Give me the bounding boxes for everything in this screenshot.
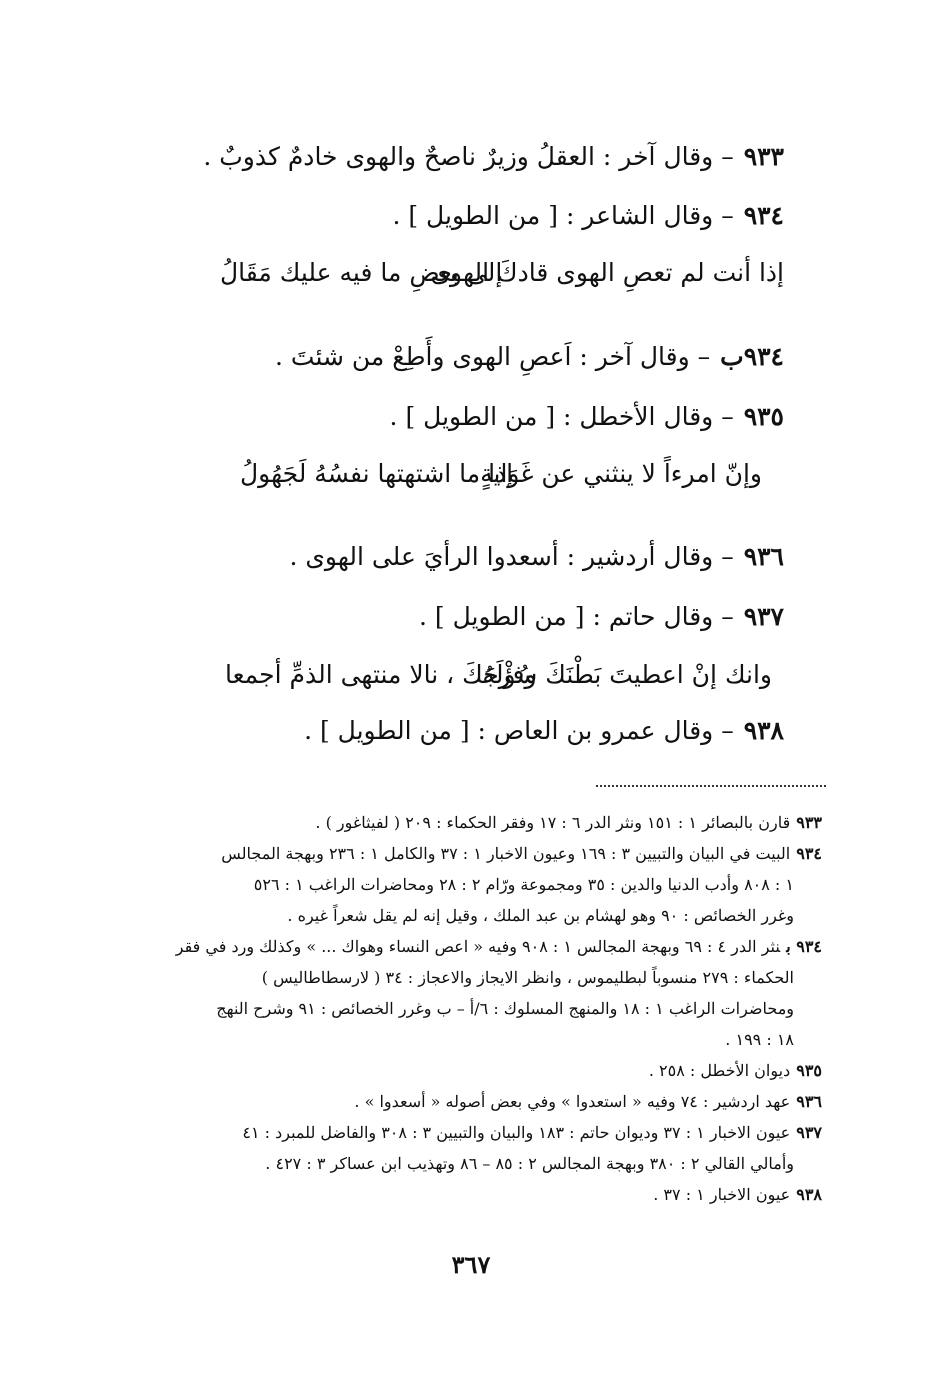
footnote-line: الحكماء : ٢٧٩ منسوباً لبطليموس ، وانظر الايجاز والاعجاز : ٣٤ ( لارسطاطاليس )	[261, 968, 794, 987]
entry-text: – وقال الشاعر : [ من الطويل ] .	[392, 201, 734, 230]
verse-hemistich-1: وإنّ امرءاً لا ينثني عن غَوَايةٍ	[480, 459, 762, 488]
entry-text: – وقال آخر : العقلُ وزيرٌ ناصحٌ والهوى خادمٌ كذوبٌ .	[203, 142, 734, 171]
entry-933	[150, 140, 784, 174]
verse-hemistich-2: وفرجَكَ ، نالا منتهى الذمِّ أجمعا	[225, 660, 537, 689]
verse-hemistich-2: إلى بعضِ ما فيه عليك مَقَالُ	[220, 258, 503, 287]
entry-number: ٩٣٨	[743, 716, 784, 745]
footnote-935	[170, 1060, 822, 1082]
footnote-934b-line-3	[170, 998, 822, 1020]
footnote-934-line-3	[170, 905, 822, 927]
entry-number: ٩٣٤ب	[720, 342, 784, 371]
verse-hemistich-2: إذا ما اشتهتها نفسُهُ لَجَهُولُ	[240, 459, 514, 488]
entry-text: – وقال آخر : اَعصِ الهوى وأَطِعْ من شئتَ .	[275, 342, 711, 371]
footnote-number: ٩٣٧	[796, 1123, 822, 1142]
footnote-936	[170, 1091, 822, 1113]
entry-938	[150, 714, 784, 748]
footnote-line: قارن بالبصائر ١ : ١٥١ ونثر الدر ٦ : ١٧ وفقر الحكماء : ٢٠٩ ( لفيثاغور ) .	[315, 813, 791, 832]
footnote-line: وأمالي القالي ٢ : ٣٨٠ وبهجة المجالس ٢ : ٨٥ – ٨٦ وتهذيب ابن عساكر ٣ : ٤٢٧ .	[265, 1154, 794, 1173]
footnote-number: ٩٣٨	[796, 1185, 822, 1204]
verse-hemistich-1: وانك إنْ اعطيتَ بَطْنَكَ سُؤْلَهُ	[482, 660, 772, 689]
entry-text: – وقال حاتم : [ من الطويل ] .	[418, 602, 734, 631]
footnote-line: ١٨ : ١٩٩ .	[725, 1030, 794, 1049]
page-number: ٣٦٧	[451, 1250, 491, 1279]
entry-934	[150, 199, 784, 233]
entry-935	[150, 400, 784, 434]
footnote-line: ١ : ٨٠٨ وأدب الدنيا والدين : ٣٥ ومجموعة ورّام ٢ : ٢٨ ومحاضرات الراغب ١ : ٥٢٦	[253, 875, 794, 894]
footnote-937	[170, 1122, 822, 1144]
footnote-number: ٩٣٥	[796, 1061, 822, 1080]
entry-936	[150, 540, 784, 574]
entry-text: – وقال أردشير : أسعدوا الرأيَ على الهوى .	[289, 542, 734, 571]
footnote-line: عيون الاخبار ١ : ٣٧ .	[653, 1185, 791, 1204]
footnote-line: ومحاضرات الراغب ١ : ١٨ والمنهج المسلوك : ٦/أ – ب وغرر الخصائص : ٩١ وشرح النهج	[216, 999, 794, 1018]
footnote-line: البيت في البيان والتبيين ٣ : ١٦٩ وعيون الاخبار ١ : ٣٧ والكامل ١ : ٢٣٦ وبهجة المجالس	[221, 844, 791, 863]
footnote-934-line-2	[170, 874, 822, 896]
footnote-line: وغرر الخصائص : ٩٠ وهو لهشام بن عبد الملك ، وقيل إنه لم يقل شعراً غيره .	[287, 906, 794, 925]
entry-text: – وقال عمرو بن العاص : [ من الطويل ] .	[304, 716, 734, 745]
footnote-line: ديوان الأخطل : ٢٥٨ .	[648, 1061, 791, 1080]
entry-number: ٩٣٦	[743, 542, 784, 571]
footnote-line: عهد اردشير : ٧٤ وفيه « استعدوا » وفي بعض أصوله « أسعدوا » .	[354, 1092, 791, 1111]
footnote-separator	[596, 785, 826, 787]
footnote-933	[170, 812, 822, 834]
entry-number: ٩٣٥	[743, 402, 784, 431]
footnote-number: ٩٣٤ ب	[786, 937, 822, 956]
footnote-line: عيون الاخبار ١ : ٣٧ وديوان حاتم : ١٨٣ والبيان والتبيين ٣ : ٣٠٨ والفاضل للمبرد : ٤١	[242, 1123, 791, 1142]
entry-number: ٩٣٤	[743, 201, 784, 230]
entry-937	[150, 600, 784, 634]
footnote-938	[170, 1184, 822, 1206]
footnote-934b	[170, 936, 822, 958]
footnote-line: نثر الدر ٤ : ٦٩ وبهجة المجالس ١ : ٩٠٨ وفيه « اعص النساء وهواك ... » وكذلك ورد في فقر	[175, 937, 781, 956]
entry-number: ٩٣٧	[743, 602, 784, 631]
verse-hemistich-1: إذا أنت لم تعصِ الهوى قادكَ الهوى	[430, 258, 784, 287]
footnote-934	[170, 843, 822, 865]
footnote-number: ٩٣٦	[796, 1092, 822, 1111]
footnote-number: ٩٣٣	[796, 813, 822, 832]
footnote-937-line-2	[170, 1153, 822, 1175]
footnote-934b-line-4	[170, 1029, 822, 1051]
footnote-934b-line-2	[170, 967, 822, 989]
footnote-number: ٩٣٤	[796, 844, 822, 863]
entry-text: – وقال الأخطل : [ من الطويل ] .	[389, 402, 734, 431]
entry-934b	[150, 340, 784, 374]
entry-number: ٩٣٣	[743, 142, 784, 171]
